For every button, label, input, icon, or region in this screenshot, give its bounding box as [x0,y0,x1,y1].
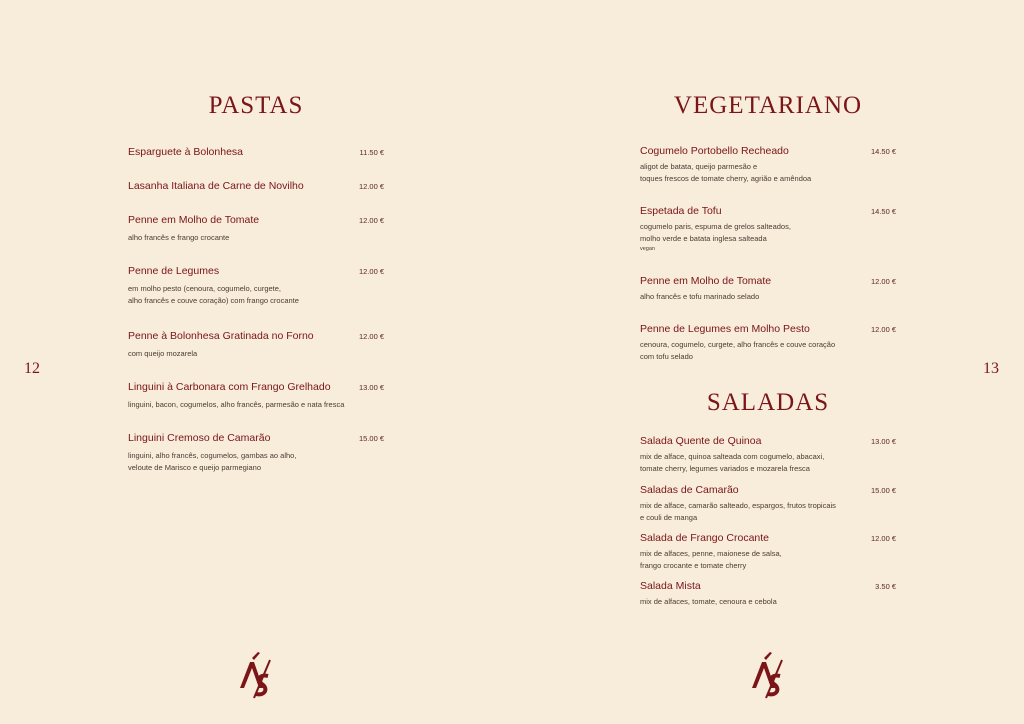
item-name: Salada Mista [640,580,701,592]
item-name: Espetada de Tofu [640,205,722,217]
restaurant-logo [748,650,788,700]
item-price: 13.00 € [358,383,384,392]
menu-item [640,145,896,185]
pastas-title: PASTAS [208,92,304,119]
menu-item [640,580,896,608]
item-description: linguini, bacon, cogumelos, alho francês, parmesão e nata fresca [128,400,345,409]
item-price: 13.00 € [870,437,896,446]
menu-item [128,146,384,158]
right-page [512,0,1024,724]
item-name: Linguini à Carbonara com Frango Grelhado [128,381,331,393]
item-name: Lasanha Italiana de Carne de Novilho [128,180,304,192]
item-description: mix de alfaces, tomate, cenoura e cebola [640,597,777,606]
item-name: Cogumelo Portobello Recheado [640,145,789,157]
item-price: 12.00 € [870,534,896,543]
item-price: 15.00 € [870,486,896,495]
item-name: Esparguete à Bolonhesa [128,146,244,158]
item-price: 3.50 € [875,582,896,591]
item-description: com queijo mozarela [128,349,198,358]
vegan-tag: vegan [640,246,655,252]
menu-item [128,265,384,307]
item-price: 12.00 € [358,216,384,225]
item-price: 12.00 € [358,267,384,276]
saladas-title: SALADAS [706,389,830,416]
menu-item [640,484,896,524]
item-price: 15.00 € [358,434,384,443]
item-name: Penne em Molho de Tomate [128,214,260,226]
item-description: alho francês e tofu marinado selado [640,292,760,301]
item-price: 14.50 € [870,207,896,216]
item-description: mix de alface, quinoa salteada com cogumelo, abacaxi, tomate cherry, legumes variados e mozarela fresca [640,452,825,473]
menu-item [128,180,384,192]
item-name: Penne de Legumes [128,265,220,277]
page-number: 12 [24,360,40,377]
item-description: aligot de batata, queijo parmesão e toques frescos de tomate cherry, agrião e amêndoa [640,162,812,183]
item-name: Saladas de Camarão [640,484,739,496]
item-description: cenoura, cogumelo, curgete, alho francês e couve coração com tofu selado [640,340,836,361]
item-name: Linguini Cremoso de Camarão [128,432,271,444]
item-description: cogumelo paris, espuma de grelos salteados, molho verde e batata inglesa salteada [640,222,791,243]
item-price: 12.00 € [358,182,384,191]
item-price: 11.50 € [359,148,384,157]
menu-item [128,381,384,411]
item-description: linguini, alho francês, cogumelos, gambas ao alho, veloute de Marisco e queijo parmegiano [128,451,297,472]
vegetariano-title: VEGETARIANO [673,92,863,119]
item-price: 12.00 € [870,325,896,334]
item-name: Salada Quente de Quinoa [640,435,762,447]
menu-item [128,432,384,474]
item-price: 14.50 € [870,147,896,156]
item-name: Salada de Frango Crocante [640,532,769,544]
menu-item [128,330,384,360]
item-description: mix de alfaces, penne, maionese de salsa, frango crocante e tomate cherry [640,549,782,570]
menu-item [128,214,384,244]
item-description: em molho pesto (cenoura, cogumelo, curgete, alho francês e couve coração) com frango crocante [128,284,299,305]
menu-item [640,532,896,572]
page-number: 13 [983,360,999,377]
menu-item [640,323,896,363]
item-price: 12.00 € [358,332,384,341]
item-description: mix de alface, camarão salteado, espargos, frutos tropicais e couli de manga [640,501,836,522]
restaurant-logo [236,650,276,700]
item-name: Penne à Bolonhesa Gratinada no Forno [128,330,314,342]
menu-item [640,275,896,303]
menu-item [640,205,896,252]
menu-item [640,435,896,475]
item-name: Penne em Molho de Tomate [640,275,772,287]
item-price: 12.00 € [870,277,896,286]
item-name: Penne de Legumes em Molho Pesto [640,323,810,335]
item-description: alho francês e frango crocante [128,233,230,242]
